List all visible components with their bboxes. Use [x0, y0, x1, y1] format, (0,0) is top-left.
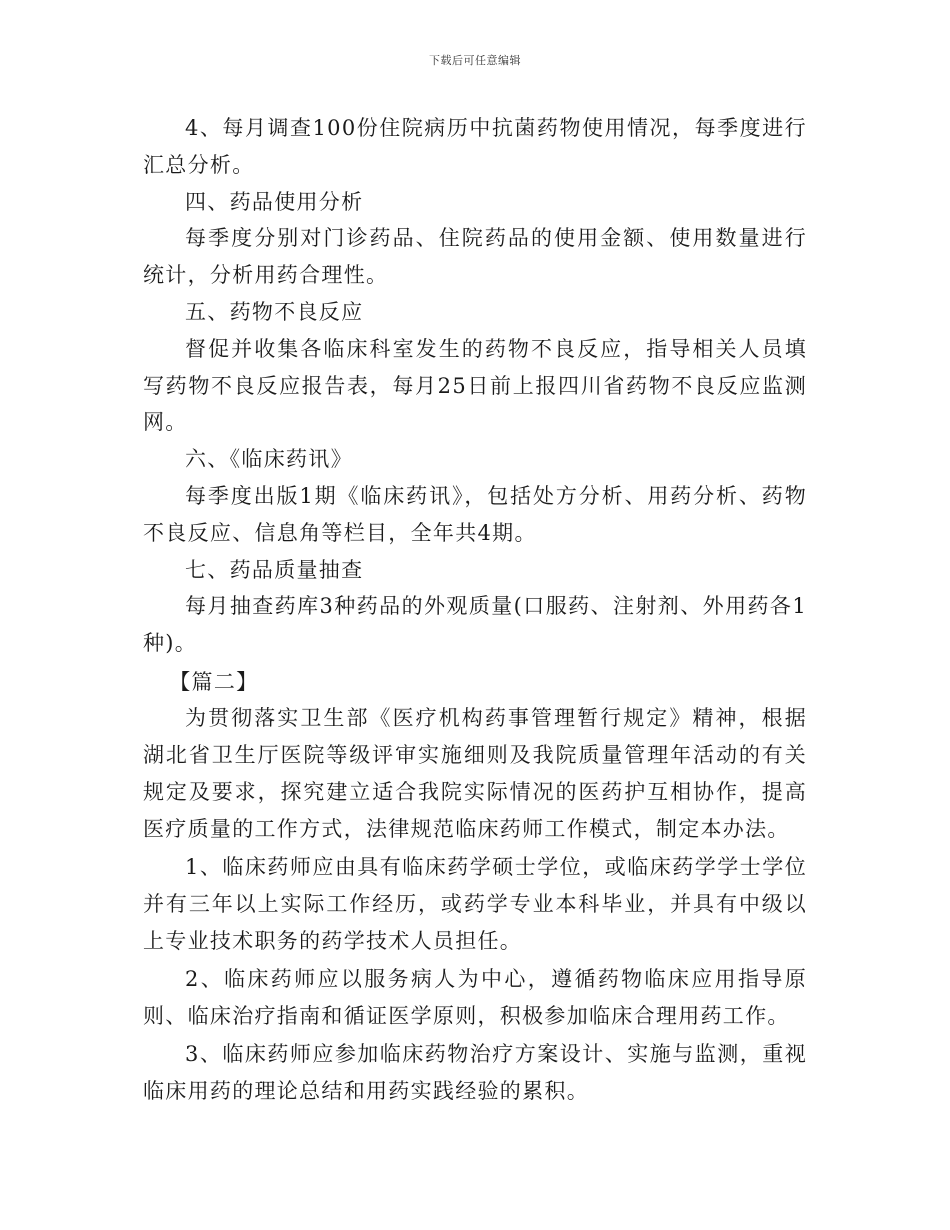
- heading-drug-usage-analysis: 四、药品使用分析: [185, 189, 364, 214]
- heading-quality-inspection: 七、药品质量抽查: [185, 557, 364, 582]
- paragraph-rule-3: 3、临床药师应参加临床药物治疗方案设计、实施与监测，重视临床用药的理论总结和用药实践经验的累积。: [143, 1042, 807, 1104]
- document-body: [143, 110, 807, 1110]
- paragraph-clinical-newsletter: 每季度出版1期《临床药讯》，包括处方分析、用药分析、药物不良反应、信息角等栏目，全年共4期。: [143, 483, 807, 545]
- section-part-two: 【篇二】: [169, 669, 259, 694]
- paragraph-intro: 为贯彻落实卫生部《医疗机构药事管理暂行规定》精神，根据湖北省卫生厅医院等级评审实施细则及我院质量管理年活动的有关规定及要求，探究建立适合我院实际情况的医药护互相协作，提高医疗质量的工作方式，法律规范临床药师工作模式，制定本办法。: [143, 706, 807, 841]
- heading-clinical-newsletter: 六、《临床药讯》: [185, 447, 353, 472]
- paragraph-item-4: 4、每月调查100份住院病历中抗菌药物使用情况，每季度进行汇总分析。: [143, 116, 807, 177]
- paragraph-rule-1: 1、临床药师应由具有临床药学硕士学位，或临床药学学士学位并有三年以上实际工作经历，或药学专业本科毕业，并具有中级以上专业技术职务的药学技术人员担任。: [143, 855, 807, 953]
- paragraph-drug-usage: 每季度分别对门诊药品、住院药品的使用金额、使用数量进行统计，分析用药合理性。: [143, 226, 807, 288]
- paragraph-quality-inspection: 每月抽查药库3种药品的外观质量(口服药、注射剂、外用药各1种)。: [143, 594, 807, 656]
- heading-adverse-reactions: 五、药物不良反应: [185, 299, 364, 324]
- paragraph-adverse-reactions: 督促并收集各临床科室发生的药物不良反应，指导相关人员填写药物不良反应报告表，每月25日前上报四川省药物不良反应监测网。: [143, 336, 807, 435]
- page-header: 下载后可任意编辑: [429, 54, 521, 67]
- paragraph-rule-2: 2、临床药师应以服务病人为中心，遵循药物临床应用指导原则、临床治疗指南和循证医学原则，积极参加临床合理用药工作。: [143, 967, 807, 1028]
